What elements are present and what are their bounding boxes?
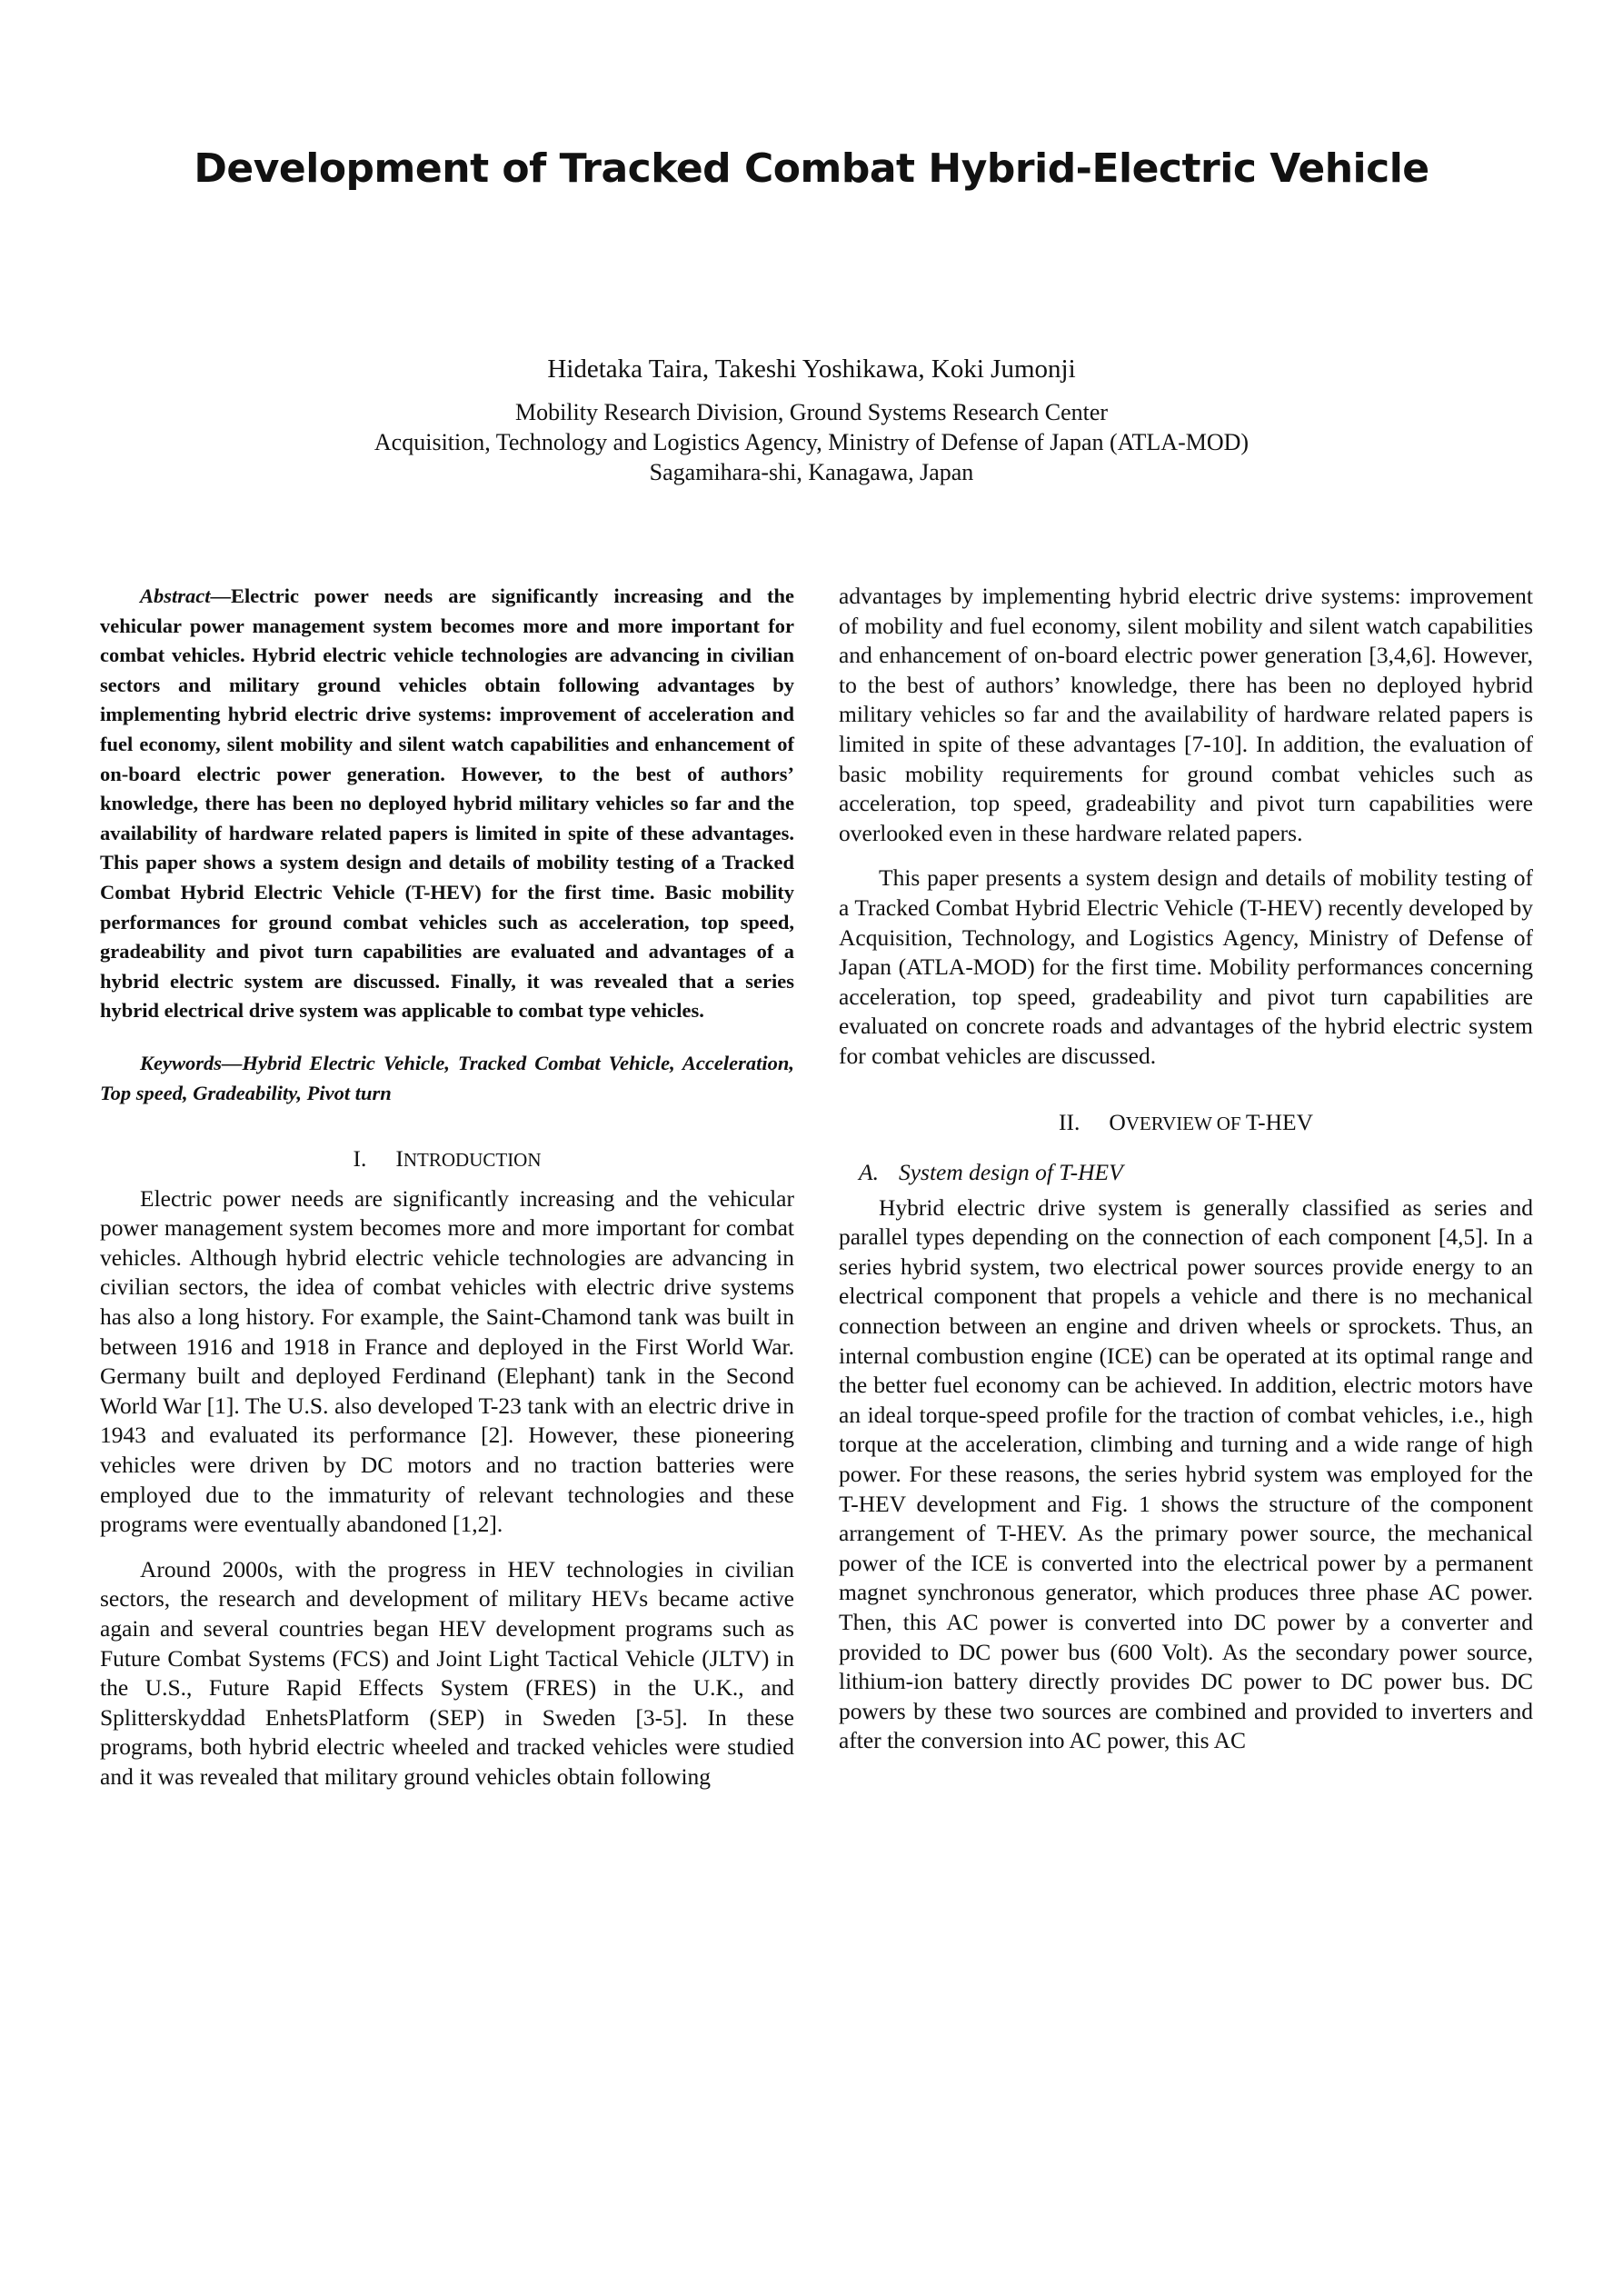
section-title-initial: O (1109, 1108, 1126, 1135)
section-title-rest: VERVIEW OF (1125, 1112, 1246, 1134)
section-title-initial: I (395, 1145, 403, 1173)
abstract (100, 582, 794, 1026)
affiliation-line: Sagamihara-shi, Kanagawa, Japan (649, 459, 974, 485)
section-number: I. (353, 1145, 367, 1173)
abstract-label: Abstract (140, 584, 211, 607)
paper-title: Development of Tracked Combat Hybrid-Electric Vehicle (194, 145, 1429, 192)
left-column (100, 582, 794, 1808)
body-paragraph: Around 2000s, with the progress in HEV technologies in civilian sectors, the research and development of military HEVs became active again and several countries began HEV development programs such as Future Combat Systems (FCS) and Joint Light Tactical Vehicle (JLTV) in the U.S., Future Rapid Effects System (FRES) in the U.K., and Splitterskyddad EnhetsPlatform (SEP) in Sweden [3-5]. In these programs, both hybrid electric wheeled and tracked vehicles were studied and it was revealed that military ground vehicles obtain following (100, 1555, 794, 1790)
right-column (839, 582, 1533, 1772)
section-title-tail: T-HEV (1245, 1108, 1313, 1135)
body-paragraph: This paper presents a system design and details of mobility testing of a Tracked Combat Hybrid Electric Vehicle (T-HEV) recently developed by Acquisition, Technology, and Logistics Agency, Ministry of Defense of Japan (ATLA-MOD) for the first time. Mobility performances concerning acceleration, top speed, gradeability and pivot turn capabilities are evaluated on concrete roads and advantages of the hybrid electric system for combat vehicles are discussed. (839, 864, 1533, 1069)
keywords: Keywords—Hybrid Electric Vehicle, Tracked Combat Vehicle, Acceleration, Top speed, Gradeability, Pivot turn (100, 1051, 794, 1104)
section-title-rest: NTRODUCTION (403, 1149, 542, 1172)
body-paragraph: Hybrid electric drive system is generally classified as series and parallel types depending on the connection of each component [4,5]. In a series hybrid system, two electrical power sources provide energy to an electrical component that propels a vehicle and there is no mechanical connection between an engine and driven wheels or sprockets. Thus, an internal combustion engine (ICE) can be operated at its optimal range and the better fuel economy can be achieved. In addition, electric motors have an ideal torque-speed profile for the traction of combat vehicles, i.e., high torque at the acceleration, climbing and turning and a wide range of high power. For these reasons, the series hybrid system was employed for the T-HEV development and Fig. 1 shows the structure of the component arrangement of T-HEV. As the primary power source, the mechanical power of the ICE is converted into the electrical power by a permanent magnet synchronous generator, which produces three phase AC power. Then, this AC power is converted into DC power by a converter and provided to DC power bus (600 Volt). As the secondary power source, lithium-ion battery directly provides DC power to DC power bus. DC powers by these two sources are combined and provided to inverters and after the conversion into AC power, this AC (839, 1193, 1533, 1754)
subsection-heading (859, 1158, 1533, 1188)
section-heading-introduction (100, 1144, 794, 1175)
subsection-title: System design of T-HEV (898, 1159, 1123, 1186)
affiliation-block (0, 397, 1623, 487)
section-number: II. (1058, 1108, 1080, 1135)
body-paragraph: Electric power needs are significantly increasing and the vehicular power management system becomes more and more important for combat vehicles. Although hybrid electric vehicle technologies are advancing in civilian sectors, the idea of combat vehicles with electric drive systems has also a long history. For example, the Saint-Chamond tank was built in between 1916 and 1918 in France and deployed in the First World War. Germany built and deployed Ferdinand (Elephant) tank in the Second World War [1]. The U.S. also developed T-23 tank with an electric drive in 1943 and evaluated its performance [2]. However, these pioneering vehicles were driven by DC motors and no traction batteries were employed due to the immaturity of relevant technologies and these programs were eventually abandoned [1,2]. (100, 1184, 794, 1538)
subsection-number: A. (859, 1159, 879, 1186)
affiliation-line: Mobility Research Division, Ground Systems Research Center (514, 399, 1109, 425)
affiliation-line: Acquisition, Technology and Logistics Agency, Ministry of Defense of Japan (ATLA-MOD) (373, 429, 1250, 455)
abstract-text: —Electric power needs are significantly increasing and the vehicular power management system becomes more and more important for combat vehicles. Hybrid electric vehicle technologies are advancing in civilian sectors and military ground vehicles obtain following advantages by implementing hybrid electric drive systems: improvement of acceleration and fuel economy, silent mobility and silent watch capabilities and enhancement of on-board electric power generation. However, to the best of authors’ knowledge, there has been no deployed hybrid military vehicles so far and the availability of hardware related papers is limited in spite of these advantages. This paper shows a system design and details of mobility testing of a Tracked Combat Hybrid Electric Vehicle (T-HEV) for the first time. Basic mobility performances for ground combat vehicles such as acceleration, top speed, gradeability and pivot turn capabilities are evaluated and advantages of a hybrid electric system are discussed. Finally, it was revealed that a series hybrid electrical drive system was applicable to combat type vehicles. (100, 584, 794, 1023)
body-paragraph: advantages by implementing hybrid electric drive systems: improvement of mobility and fuel economy, silent mobility and silent watch capabilities and enhancement of on-board electric power generation [3,4,6]. However, to the best of authors’ knowledge, there has been no deployed hybrid military vehicles so far and the availability of hardware related papers is limited in spite of these advantages [7-10]. In addition, the evaluation of basic mobility requirements for ground combat vehicles such as acceleration, top speed, gradeability and pivot turn capabilities were overlooked even in these hardware related papers. (839, 583, 1533, 846)
author-list: Hidetaka Taira, Takeshi Yoshikawa, Koki Jumonji (547, 354, 1076, 384)
section-heading-overview (839, 1108, 1533, 1139)
